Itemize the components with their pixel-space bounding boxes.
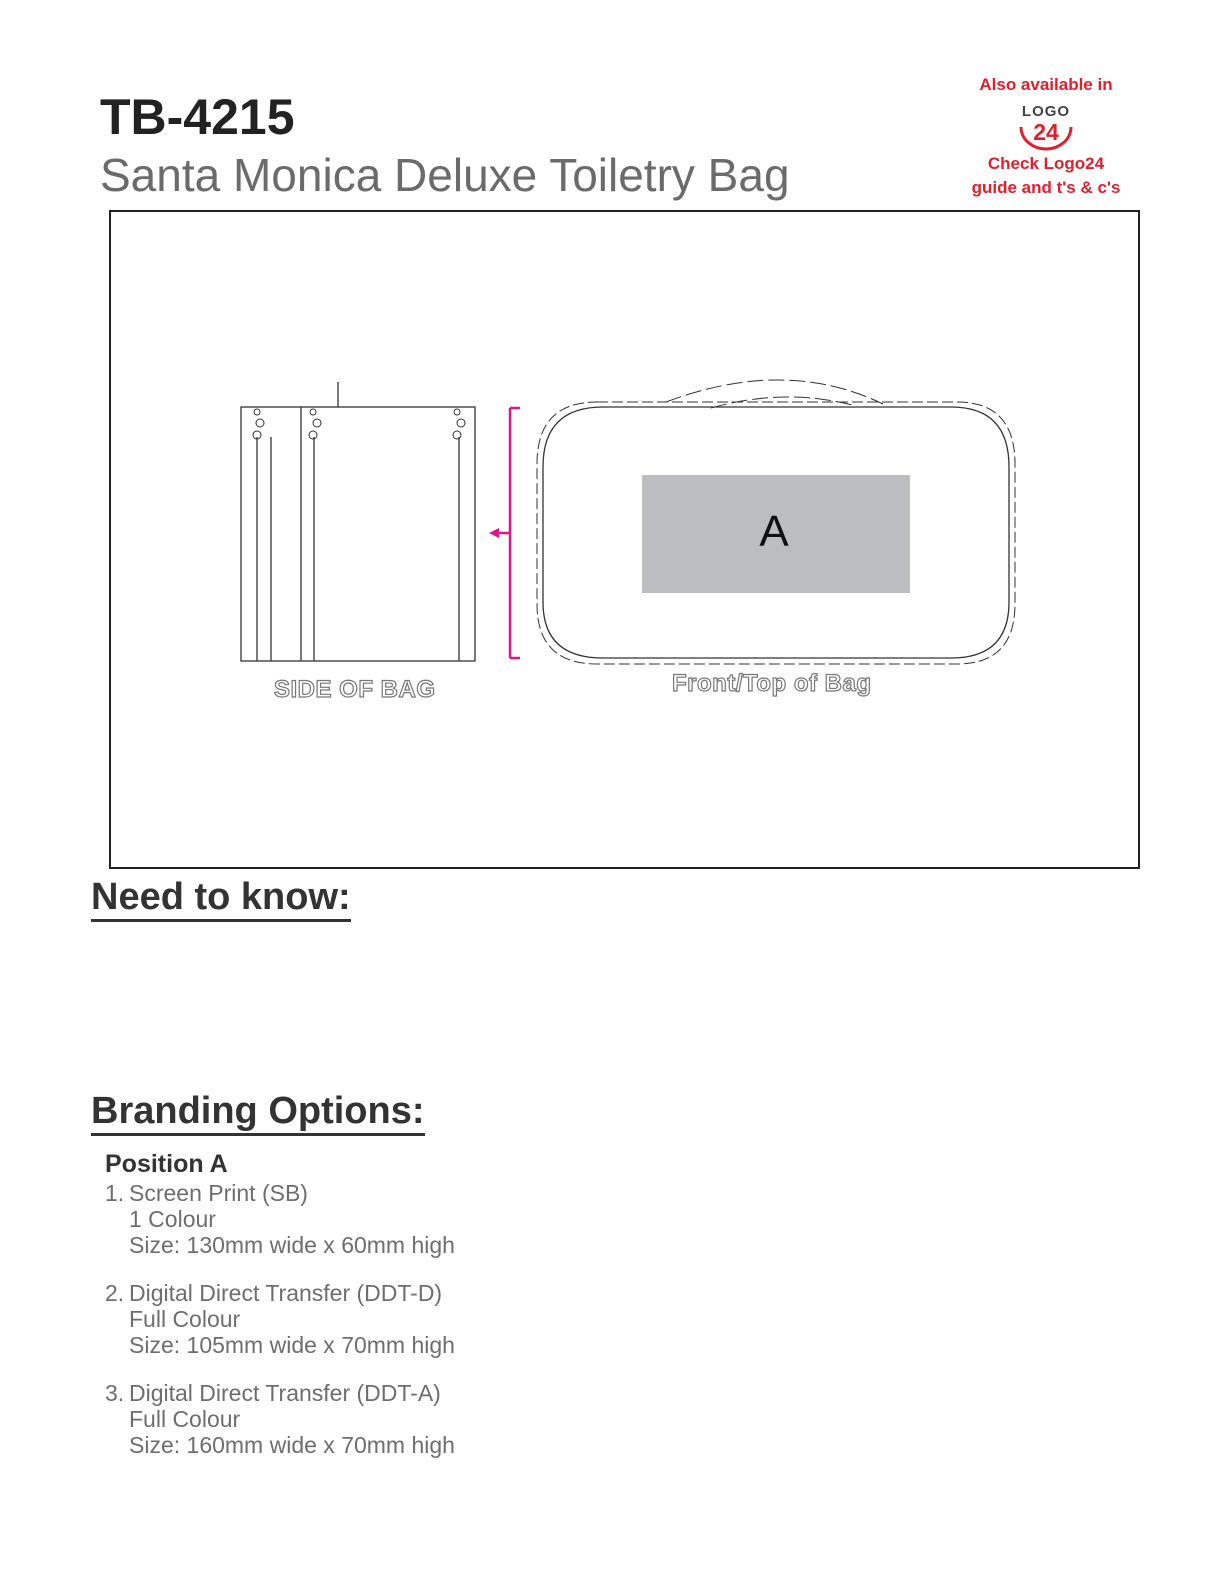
side-view-drawing xyxy=(241,382,475,661)
option-method: Digital Direct Transfer (DDT-D) xyxy=(129,1280,443,1306)
product-code: TB-4215 xyxy=(100,89,295,145)
option-size: Size: 160mm wide x 70mm high xyxy=(129,1432,455,1458)
logo24-check-line1: Check Logo24 xyxy=(987,154,1105,173)
option-colour: Full Colour xyxy=(129,1406,241,1432)
list-item xyxy=(105,1380,455,1458)
need-to-know-heading: Need to know: xyxy=(91,875,351,922)
bag-line-drawing xyxy=(111,212,1138,867)
option-size: Size: 130mm wide x 60mm high xyxy=(129,1232,455,1258)
logo24-available-text: Also available in xyxy=(979,75,1113,94)
list-item xyxy=(105,1280,455,1358)
dimension-marker xyxy=(489,408,520,658)
logo24-logo xyxy=(1011,97,1081,151)
product-drawing-frame xyxy=(109,210,1140,869)
front-view-label: Front/Top of Bag xyxy=(672,670,872,697)
option-method: Screen Print (SB) xyxy=(129,1180,308,1206)
product-name: Santa Monica Deluxe Toiletry Bag xyxy=(100,149,790,201)
option-number: 3. xyxy=(105,1380,125,1406)
option-colour: Full Colour xyxy=(129,1306,241,1332)
print-position-letter: A xyxy=(759,507,789,556)
branding-options-heading: Branding Options: xyxy=(91,1089,425,1136)
list-item xyxy=(105,1180,455,1258)
option-size: Size: 105mm wide x 70mm high xyxy=(129,1332,455,1358)
logo24-word: LOGO xyxy=(1021,103,1071,120)
option-colour: 1 Colour xyxy=(129,1206,216,1232)
option-method: Digital Direct Transfer (DDT-A) xyxy=(129,1380,441,1406)
position-a-heading: Position A xyxy=(105,1150,228,1178)
logo24-check-line2: guide and t's & c's xyxy=(971,178,1121,197)
arrow-left-icon xyxy=(489,528,499,538)
logo24-number: 24 xyxy=(1033,119,1059,145)
option-number: 2. xyxy=(105,1280,125,1306)
option-number: 1. xyxy=(105,1180,125,1206)
zipper-pull-icon xyxy=(253,409,465,439)
side-view-label: SIDE OF BAG xyxy=(274,676,436,703)
logo24-badge xyxy=(955,72,1137,202)
branding-options-list xyxy=(105,1180,455,1480)
